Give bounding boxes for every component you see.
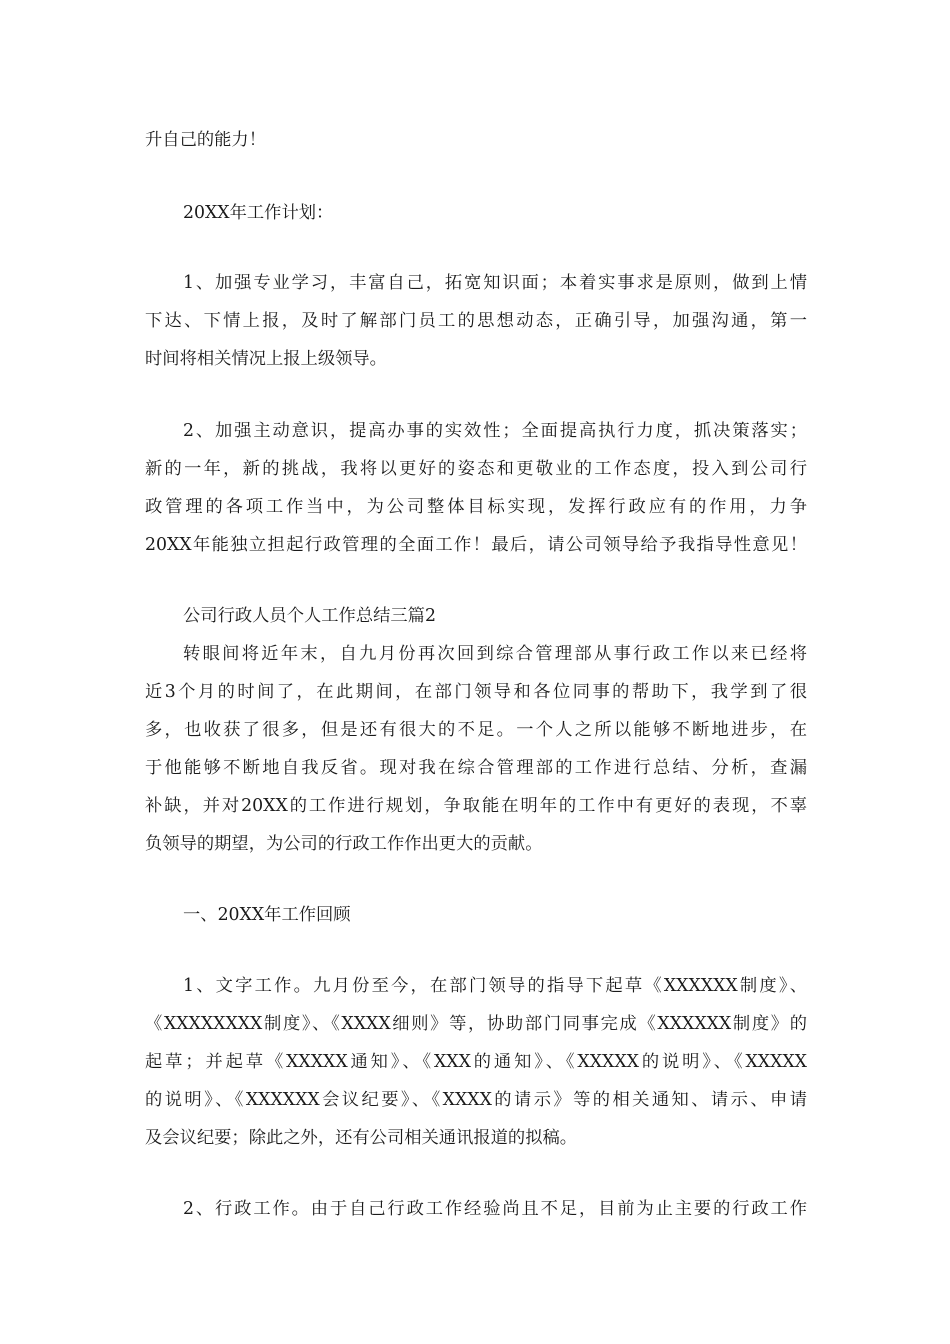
text-line-4: 下达、下情上报，及时了解部门员工的思想动态，正确引导，加强沟通，第一 xyxy=(145,311,807,331)
text-line-22: 及会议纪要；除此之外，还有公司相关通讯报道的拟稿。 xyxy=(145,1128,578,1148)
text-line-13: 多，也收获了很多，但是还有很大的不足。一个人之所以能够不断地进步，在 xyxy=(145,720,807,740)
heading-work-plan: 20XX年工作计划： xyxy=(183,203,334,223)
text-line-16: 负领导的期望，为公司的行政工作作出更大的贡献。 xyxy=(145,834,543,854)
text-line-7: 新的一年，新的挑战，我将以更好的姿态和更敬业的工作态度，投入到公司行 xyxy=(145,459,807,479)
text-line-1: 升自己的能力！ xyxy=(145,130,266,150)
text-line-23: 2、行政工作。由于自己行政工作经验尚且不足，目前为止主要的行政工作 xyxy=(183,1199,807,1219)
text-line-5: 时间将相关情况上报上级领导。 xyxy=(145,349,387,369)
text-line-8: 政管理的各项工作当中，为公司整体目标实现，发挥行政应有的作用，力争 xyxy=(145,497,807,517)
section-title: 公司行政人员个人工作总结三篇2 xyxy=(183,606,436,626)
text-line-9: 20XX年能独立担起行政管理的全面工作！最后，请公司领导给予我指导性意见！ xyxy=(145,535,807,555)
heading-review: 一、20XX年工作回顾 xyxy=(183,905,351,925)
text-line-3: 1、加强专业学习，丰富自己，拓宽知识面；本着实事求是原则，做到上情 xyxy=(183,273,807,293)
text-line-14: 于他能够不断地自我反省。现对我在综合管理部的工作进行总结、分析，查漏 xyxy=(145,758,807,778)
text-line-11: 转眼间将近年末，自九月份再次回到综合管理部从事行政工作以来已经将 xyxy=(183,644,807,664)
document-page xyxy=(145,0,807,1344)
text-line-15: 补缺，并对20XX的工作进行规划，争取能在明年的工作中有更好的表现，不辜 xyxy=(145,796,807,816)
text-line-20: 起草；并起草《XXXXX通知》、《XXX的通知》、《XXXXX的说明》、《XXXXX xyxy=(145,1052,807,1072)
text-line-18: 1、文字工作。九月份至今，在部门领导的指导下起草《XXXXXX制度》、 xyxy=(183,976,807,996)
text-line-21: 的说明》、《XXXXXX会议纪要》、《XXXX的请示》等的相关通知、请示、申请 xyxy=(145,1090,807,1110)
text-line-6: 2、加强主动意识，提高办事的实效性；全面提高执行力度，抓决策落实； xyxy=(183,421,807,441)
text-line-12: 近3个月的时间了，在此期间，在部门领导和各位同事的帮助下，我学到了很 xyxy=(145,682,807,702)
text-line-19: 《XXXXXXXX制度》、《XXXX细则》等，协助部门同事完成《XXXXXX制度》的 xyxy=(145,1014,807,1034)
